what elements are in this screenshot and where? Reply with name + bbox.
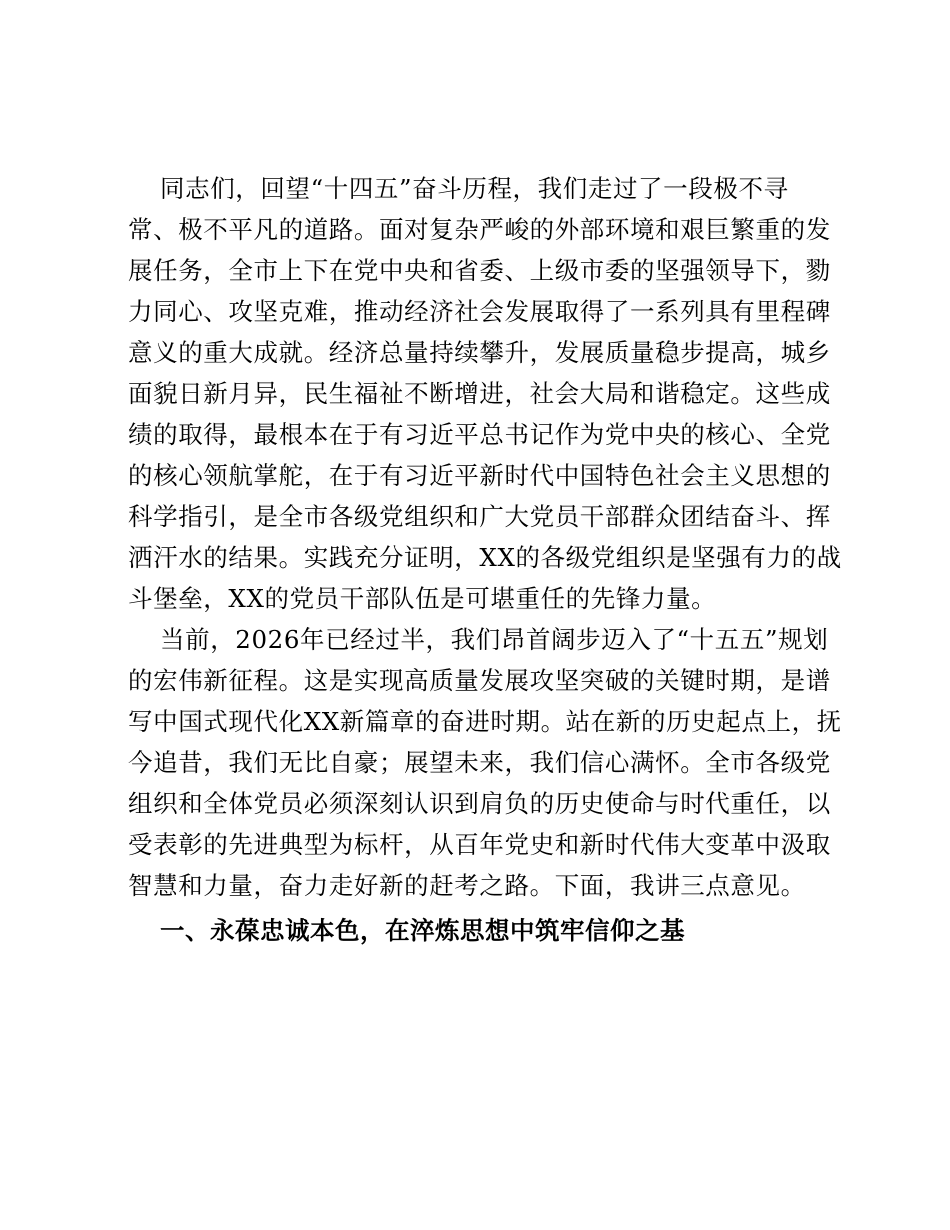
text-line: 面貌日新月异，民生福祉不断增进，社会大局和谐稳定。这些成 bbox=[128, 379, 831, 408]
paragraph-outlook bbox=[128, 619, 842, 906]
text-line: 斗堡垒，XX的党员干部队伍是可堪重任的先锋力量。 bbox=[128, 584, 717, 613]
text-line: 智慧和力量，奋力走好新的赶考之路。下面，我讲三点意见。 bbox=[128, 871, 806, 900]
text-line: 展任务，全市上下在党中央和省委、上级市委的坚强领导下，勠 bbox=[128, 256, 831, 285]
text-line: 的宏伟新征程。这是实现高质量发展攻坚突破的关键时期，是谱 bbox=[128, 666, 831, 695]
text-line: 写中国式现代化XX新篇章的奋进时期。站在新的历史起点上，抚 bbox=[128, 707, 842, 736]
paragraph-review bbox=[128, 168, 842, 619]
text-line: 力同心、攻坚克难，推动经济社会发展取得了一系列具有里程碑 bbox=[128, 297, 831, 326]
text-line: 意义的重大成就。经济总量持续攀升，发展质量稳步提高，城乡 bbox=[128, 338, 831, 367]
text-line: 今追昔，我们无比自豪；展望未来，我们信心满怀。全市各级党 bbox=[128, 748, 831, 777]
text-line: 同志们，回望“十四五”奋斗历程，我们走过了一段极不寻 bbox=[160, 174, 789, 203]
text-line: 受表彰的先进典型为标杆，从百年党史和新时代伟大变革中汲取 bbox=[128, 830, 831, 859]
text-line: 组织和全体党员必须深刻认识到肩负的历史使命与时代重任，以 bbox=[128, 789, 831, 818]
text-line: 科学指引，是全市各级党组织和广大党员干部群众团结奋斗、挥 bbox=[128, 502, 831, 531]
text-line: 的核心领航掌舵，在于有习近平新时代中国特色社会主义思想的 bbox=[128, 461, 831, 490]
section-heading: 一、永葆忠诚本色，在淬炼思想中筑牢信仰之基 bbox=[160, 916, 685, 945]
text-line: 当前，2026年已经过半，我们昂首阔步迈入了“十五五”规划 bbox=[160, 625, 829, 654]
document-body bbox=[128, 168, 842, 951]
text-line: 洒汗水的结果。实践充分证明，XX的各级党组织是坚强有力的战 bbox=[128, 543, 842, 572]
text-line: 常、极不平凡的道路。面对复杂严峻的外部环境和艰巨繁重的发 bbox=[128, 215, 831, 244]
text-line: 绩的取得，最根本在于有习近平总书记作为党中央的核心、全党 bbox=[128, 420, 831, 449]
